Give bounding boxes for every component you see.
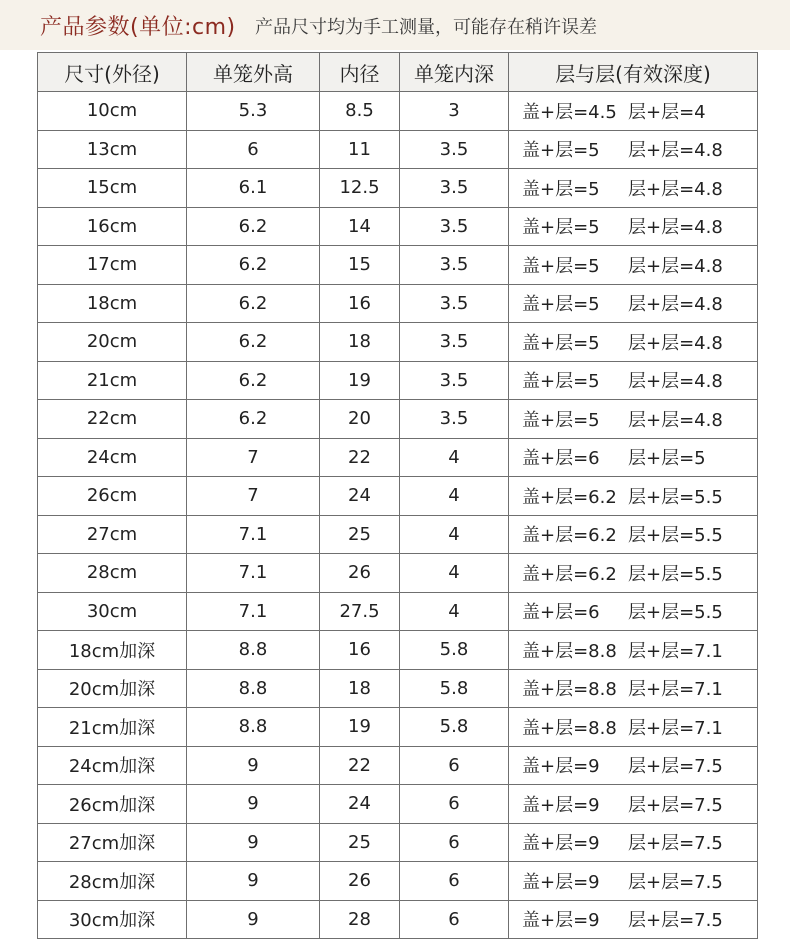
table-row bbox=[38, 400, 758, 439]
cell-inner-diameter: 25 bbox=[320, 515, 400, 554]
table-row bbox=[38, 92, 758, 131]
lid-layer-value: 盖+层=5 bbox=[522, 255, 600, 277]
cell-size: 26cm bbox=[38, 477, 187, 516]
lid-layer-value: 盖+层=5 bbox=[522, 371, 600, 393]
layer-layer-value: 层+层=4.8 bbox=[628, 332, 723, 354]
lid-layer-value: 盖+层=5 bbox=[522, 140, 600, 162]
layer-layer-value: 层+层=5.5 bbox=[628, 486, 723, 508]
table-row bbox=[38, 515, 758, 554]
cell-inner-depth: 6 bbox=[400, 900, 509, 939]
layer-layer-value: 层+层=4.8 bbox=[628, 294, 723, 316]
table-row bbox=[38, 438, 758, 477]
cell-inner-depth: 3.5 bbox=[400, 400, 509, 439]
cell-layer-depth bbox=[509, 746, 758, 785]
column-header-inner-depth: 单笼内深 bbox=[400, 53, 509, 92]
cell-size: 27cm加深 bbox=[38, 823, 187, 862]
cell-outer-height: 6.2 bbox=[187, 246, 320, 285]
cell-size: 27cm bbox=[38, 515, 187, 554]
cell-outer-height: 7 bbox=[187, 477, 320, 516]
cell-inner-depth: 6 bbox=[400, 823, 509, 862]
table-row bbox=[38, 207, 758, 246]
lid-layer-value: 盖+层=8.8 bbox=[522, 717, 617, 739]
table-row bbox=[38, 323, 758, 362]
cell-inner-depth: 3.5 bbox=[400, 130, 509, 169]
lid-layer-value: 盖+层=6 bbox=[522, 602, 600, 624]
cell-size: 28cm加深 bbox=[38, 862, 187, 901]
cell-layer-depth bbox=[509, 785, 758, 824]
cell-size: 22cm bbox=[38, 400, 187, 439]
cell-layer-depth bbox=[509, 169, 758, 208]
cell-inner-diameter: 16 bbox=[320, 631, 400, 670]
cell-layer-depth bbox=[509, 92, 758, 131]
cell-layer-depth bbox=[509, 400, 758, 439]
lid-layer-value: 盖+层=5 bbox=[522, 178, 600, 200]
lid-layer-value: 盖+层=9 bbox=[522, 910, 600, 932]
cell-outer-height: 6 bbox=[187, 130, 320, 169]
lid-layer-value: 盖+层=9 bbox=[522, 756, 600, 778]
table-row bbox=[38, 169, 758, 208]
table-row bbox=[38, 130, 758, 169]
table-row bbox=[38, 862, 758, 901]
spec-table bbox=[37, 52, 758, 939]
cell-layer-depth bbox=[509, 284, 758, 323]
layer-layer-value: 层+层=7.1 bbox=[628, 640, 723, 662]
lid-layer-value: 盖+层=8.8 bbox=[522, 640, 617, 662]
layer-layer-value: 层+层=4.8 bbox=[628, 371, 723, 393]
measurement-note: 产品尺寸均为手工测量，可能存在稍许误差 bbox=[255, 17, 597, 38]
table-row bbox=[38, 477, 758, 516]
cell-inner-depth: 3.5 bbox=[400, 284, 509, 323]
table-row bbox=[38, 900, 758, 939]
page-title: 产品参数(单位:cm) bbox=[40, 15, 236, 40]
cell-size: 30cm bbox=[38, 592, 187, 631]
cell-layer-depth bbox=[509, 323, 758, 362]
cell-layer-depth bbox=[509, 554, 758, 593]
cell-inner-depth: 3.5 bbox=[400, 207, 509, 246]
cell-outer-height: 6.2 bbox=[187, 323, 320, 362]
lid-layer-value: 盖+层=6 bbox=[522, 448, 600, 470]
cell-outer-height: 7.1 bbox=[187, 592, 320, 631]
cell-outer-height: 6.2 bbox=[187, 400, 320, 439]
layer-layer-value: 层+层=7.5 bbox=[628, 794, 723, 816]
layer-layer-value: 层+层=4.8 bbox=[628, 255, 723, 277]
cell-inner-diameter: 19 bbox=[320, 361, 400, 400]
cell-outer-height: 6.2 bbox=[187, 361, 320, 400]
cell-inner-depth: 3.5 bbox=[400, 361, 509, 400]
lid-layer-value: 盖+层=9 bbox=[522, 871, 600, 893]
layer-layer-value: 层+层=4 bbox=[628, 101, 706, 123]
cell-layer-depth bbox=[509, 631, 758, 670]
layer-layer-value: 层+层=4.8 bbox=[628, 178, 723, 200]
cell-inner-diameter: 14 bbox=[320, 207, 400, 246]
cell-size: 21cm加深 bbox=[38, 708, 187, 747]
lid-layer-value: 盖+层=9 bbox=[522, 833, 600, 855]
cell-outer-height: 9 bbox=[187, 746, 320, 785]
cell-layer-depth bbox=[509, 708, 758, 747]
cell-layer-depth bbox=[509, 438, 758, 477]
cell-inner-diameter: 26 bbox=[320, 554, 400, 593]
cell-inner-depth: 3.5 bbox=[400, 169, 509, 208]
cell-outer-height: 9 bbox=[187, 785, 320, 824]
lid-layer-value: 盖+层=6.2 bbox=[522, 563, 617, 585]
cell-layer-depth bbox=[509, 862, 758, 901]
cell-outer-height: 6.1 bbox=[187, 169, 320, 208]
column-header-outer-height: 单笼外高 bbox=[187, 53, 320, 92]
cell-inner-depth: 5.8 bbox=[400, 708, 509, 747]
lid-layer-value: 盖+层=5 bbox=[522, 409, 600, 431]
cell-inner-diameter: 18 bbox=[320, 669, 400, 708]
cell-outer-height: 8.8 bbox=[187, 669, 320, 708]
column-header-inner-diameter: 内径 bbox=[320, 53, 400, 92]
table-body bbox=[38, 92, 758, 939]
cell-inner-diameter: 19 bbox=[320, 708, 400, 747]
table-row bbox=[38, 284, 758, 323]
cell-size: 16cm bbox=[38, 207, 187, 246]
cell-size: 20cm bbox=[38, 323, 187, 362]
cell-inner-diameter: 15 bbox=[320, 246, 400, 285]
cell-inner-depth: 6 bbox=[400, 862, 509, 901]
layer-layer-value: 层+层=7.5 bbox=[628, 871, 723, 893]
lid-layer-value: 盖+层=5 bbox=[522, 217, 600, 239]
cell-outer-height: 9 bbox=[187, 862, 320, 901]
cell-outer-height: 9 bbox=[187, 900, 320, 939]
cell-inner-depth: 4 bbox=[400, 592, 509, 631]
cell-inner-diameter: 22 bbox=[320, 746, 400, 785]
cell-outer-height: 7.1 bbox=[187, 554, 320, 593]
cell-inner-depth: 4 bbox=[400, 477, 509, 516]
cell-size: 18cm bbox=[38, 284, 187, 323]
cell-layer-depth bbox=[509, 246, 758, 285]
cell-inner-diameter: 20 bbox=[320, 400, 400, 439]
cell-outer-height: 6.2 bbox=[187, 207, 320, 246]
cell-inner-diameter: 22 bbox=[320, 438, 400, 477]
cell-inner-diameter: 25 bbox=[320, 823, 400, 862]
cell-size: 28cm bbox=[38, 554, 187, 593]
cell-outer-height: 7.1 bbox=[187, 515, 320, 554]
cell-size: 18cm加深 bbox=[38, 631, 187, 670]
cell-outer-height: 9 bbox=[187, 823, 320, 862]
cell-inner-diameter: 12.5 bbox=[320, 169, 400, 208]
lid-layer-value: 盖+层=8.8 bbox=[522, 679, 617, 701]
layer-layer-value: 层+层=7.5 bbox=[628, 910, 723, 932]
table-row bbox=[38, 823, 758, 862]
table-header-row bbox=[38, 53, 758, 92]
cell-layer-depth bbox=[509, 900, 758, 939]
cell-outer-height: 8.8 bbox=[187, 708, 320, 747]
cell-layer-depth bbox=[509, 515, 758, 554]
cell-inner-depth: 4 bbox=[400, 554, 509, 593]
cell-inner-diameter: 8.5 bbox=[320, 92, 400, 131]
column-header-size: 尺寸(外径) bbox=[38, 53, 187, 92]
layer-layer-value: 层+层=4.8 bbox=[628, 409, 723, 431]
cell-size: 24cm加深 bbox=[38, 746, 187, 785]
table-row bbox=[38, 631, 758, 670]
cell-size: 13cm bbox=[38, 130, 187, 169]
layer-layer-value: 层+层=5.5 bbox=[628, 525, 723, 547]
cell-inner-diameter: 28 bbox=[320, 900, 400, 939]
lid-layer-value: 盖+层=9 bbox=[522, 794, 600, 816]
cell-inner-depth: 6 bbox=[400, 785, 509, 824]
cell-inner-diameter: 24 bbox=[320, 785, 400, 824]
layer-layer-value: 层+层=7.1 bbox=[628, 717, 723, 739]
cell-inner-diameter: 24 bbox=[320, 477, 400, 516]
cell-inner-depth: 6 bbox=[400, 746, 509, 785]
cell-inner-diameter: 27.5 bbox=[320, 592, 400, 631]
table-row bbox=[38, 246, 758, 285]
layer-layer-value: 层+层=5.5 bbox=[628, 602, 723, 624]
lid-layer-value: 盖+层=5 bbox=[522, 294, 600, 316]
cell-outer-height: 5.3 bbox=[187, 92, 320, 131]
layer-layer-value: 层+层=7.1 bbox=[628, 679, 723, 701]
cell-outer-height: 8.8 bbox=[187, 631, 320, 670]
cell-layer-depth bbox=[509, 592, 758, 631]
cell-inner-depth: 4 bbox=[400, 515, 509, 554]
cell-layer-depth bbox=[509, 130, 758, 169]
table-row bbox=[38, 361, 758, 400]
column-header-layer-depth: 层与层(有效深度) bbox=[509, 53, 758, 92]
cell-inner-depth: 5.8 bbox=[400, 631, 509, 670]
cell-size: 17cm bbox=[38, 246, 187, 285]
layer-layer-value: 层+层=5.5 bbox=[628, 563, 723, 585]
cell-layer-depth bbox=[509, 361, 758, 400]
cell-size: 24cm bbox=[38, 438, 187, 477]
lid-layer-value: 盖+层=5 bbox=[522, 332, 600, 354]
cell-outer-height: 6.2 bbox=[187, 284, 320, 323]
cell-inner-diameter: 11 bbox=[320, 130, 400, 169]
table-row bbox=[38, 746, 758, 785]
lid-layer-value: 盖+层=6.2 bbox=[522, 486, 617, 508]
layer-layer-value: 层+层=5 bbox=[628, 448, 706, 470]
layer-layer-value: 层+层=4.8 bbox=[628, 140, 723, 162]
cell-size: 26cm加深 bbox=[38, 785, 187, 824]
cell-size: 10cm bbox=[38, 92, 187, 131]
cell-size: 30cm加深 bbox=[38, 900, 187, 939]
layer-layer-value: 层+层=7.5 bbox=[628, 756, 723, 778]
cell-layer-depth bbox=[509, 477, 758, 516]
cell-outer-height: 7 bbox=[187, 438, 320, 477]
cell-inner-depth: 3.5 bbox=[400, 323, 509, 362]
header-banner bbox=[0, 0, 790, 50]
cell-inner-diameter: 16 bbox=[320, 284, 400, 323]
cell-inner-depth: 5.8 bbox=[400, 669, 509, 708]
layer-layer-value: 层+层=4.8 bbox=[628, 217, 723, 239]
cell-inner-diameter: 26 bbox=[320, 862, 400, 901]
cell-inner-diameter: 18 bbox=[320, 323, 400, 362]
lid-layer-value: 盖+层=4.5 bbox=[522, 101, 617, 123]
cell-inner-depth: 3.5 bbox=[400, 246, 509, 285]
table-row bbox=[38, 669, 758, 708]
table-row bbox=[38, 708, 758, 747]
table-row bbox=[38, 785, 758, 824]
cell-size: 21cm bbox=[38, 361, 187, 400]
cell-size: 20cm加深 bbox=[38, 669, 187, 708]
cell-layer-depth bbox=[509, 669, 758, 708]
cell-inner-depth: 4 bbox=[400, 438, 509, 477]
cell-layer-depth bbox=[509, 207, 758, 246]
cell-layer-depth bbox=[509, 823, 758, 862]
lid-layer-value: 盖+层=6.2 bbox=[522, 525, 617, 547]
cell-size: 15cm bbox=[38, 169, 187, 208]
table-row bbox=[38, 592, 758, 631]
cell-inner-depth: 3 bbox=[400, 92, 509, 131]
layer-layer-value: 层+层=7.5 bbox=[628, 833, 723, 855]
table-row bbox=[38, 554, 758, 593]
